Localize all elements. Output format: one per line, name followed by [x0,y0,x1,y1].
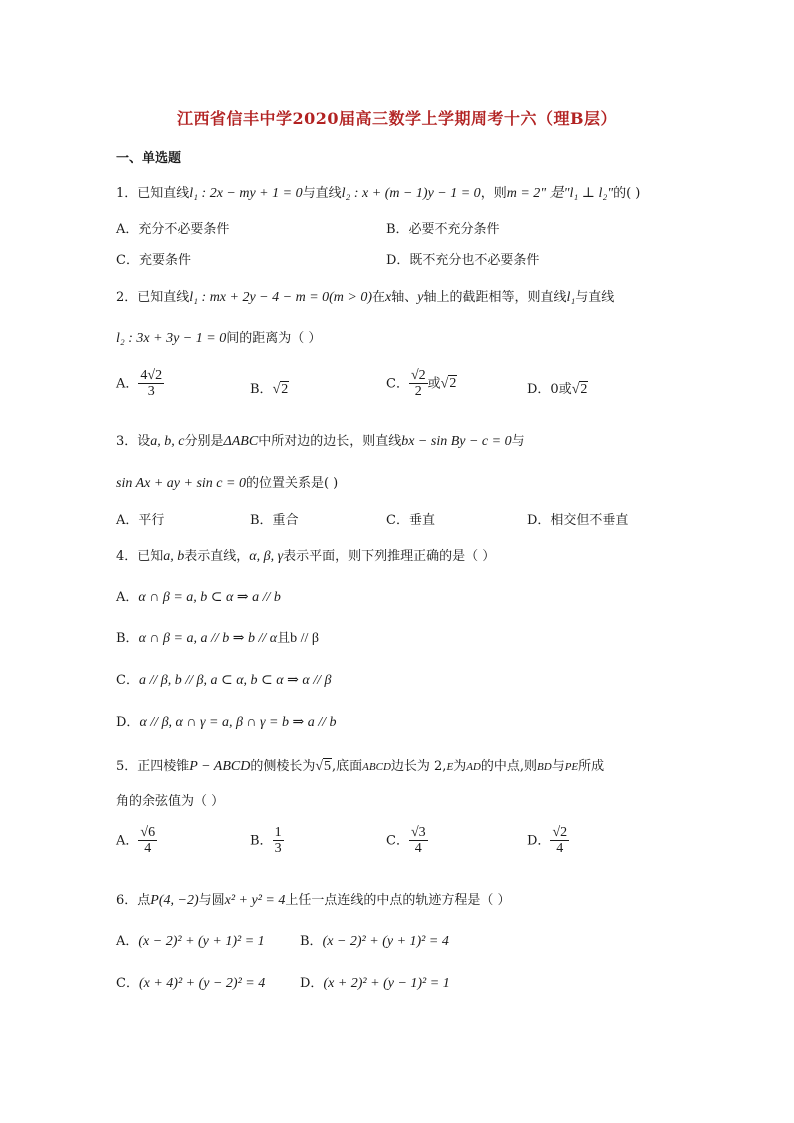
section-heading: 一、单选题 [116,151,182,166]
q4-a-expr: α ∩ β = a, b ⊂ α ⇒ a // b [138,590,281,605]
q6-prefix: 6．点 [116,893,151,908]
q6-d-label: D． [300,976,324,991]
q2-line2-eq: l₂ : 3x + 3y − 1 = 0 [116,331,227,346]
q1-line2-eq: l₂ : x + (m − 1)y − 1 = 0 [341,186,481,201]
q6-point: P(4, −2) [150,893,199,908]
q3-eq1: bx − sin By − c = 0 [401,434,512,449]
q4-c-expr: a // β, b // β, a ⊂ α, b ⊂ α ⇒ α // β [138,673,332,688]
q2-c-label: C． [386,376,409,392]
q4-c-label: C． [116,673,139,688]
q5-base: ABCD [362,761,391,773]
page-title: 江西省信丰中学2020届高三数学上学期周考十六（理B层） [176,109,618,128]
q1-end: 的( ) [613,186,641,201]
q6-a-label: A． [116,934,139,949]
q4-greek: α, β, γ [249,549,284,564]
q5-option-b [250,825,284,857]
q1-mid: 与直线 [302,186,342,201]
q5-prefix: 5．正四棱锥 [116,759,190,774]
q3-eq2: sin Ax + ay + sin c = 0 [116,476,246,491]
q1-option-b: B．必要不充分条件 [386,222,500,237]
q2-c-numerator: √2 [410,368,426,383]
q5-a-label: A． [116,833,139,849]
q3-prefix: 3．设 [116,434,151,449]
q4-b-label: B． [116,631,139,646]
question-3-stem-line1 [116,430,525,450]
q5-bd: BD [537,761,552,773]
question-2-stem-line2 [116,327,321,347]
q5-ad: AD [466,761,481,773]
q1-condition: m = 2" 是"l₁ ⊥ l₂" [506,186,614,201]
question-4-stem [116,545,495,565]
question-1-stem [116,182,640,202]
q6-option-b [300,930,449,950]
q2-option-c [386,368,457,400]
q2-b-label: B． [250,382,273,397]
q5-c-numerator: √3 [410,825,426,840]
q2-prefix: 2．已知直线 [116,290,190,305]
q1-line1-eq: l₁ : 2x − my + 1 = 0 [189,186,303,201]
q2-b-sqrt: √2 [272,382,289,397]
q2-l1-symbol: l₁ [566,290,576,305]
q5-b-denominator: 3 [274,841,282,857]
q2-c-or: 或 [427,376,441,392]
q6-c-label: C． [116,976,139,991]
question-6-stem [116,889,510,909]
q2-a-numerator: 4√2 [140,368,163,383]
q5-option-a [116,825,157,857]
q5-b-numerator: 1 [274,825,282,840]
q1-option-a: A．充分不必要条件 [116,222,230,237]
q4-option-c [116,669,331,689]
q5-radicand: 5 [324,759,332,774]
question-2-stem-line1 [116,286,614,306]
q2-line1-eq: l₁ : mx + 2y − 4 − m = 0(m > 0) [189,290,373,305]
q2-c-radicand: 2 [449,376,457,392]
q5-a-numerator: √6 [140,825,156,840]
q4-end: 表示平面，则下列推理正确的是（ ） [283,549,496,564]
q5-option-d [527,825,569,857]
q2-x: x [385,290,392,305]
q5-mid6: 与 [551,759,565,774]
q6-end: 上任一点连线的中点的轨迹方程是（ ） [285,893,511,908]
q5-d-denominator: 4 [556,841,564,857]
q6-c-expr: (x + 4)² + (y − 2)² = 4 [138,976,266,991]
q2-line1-end: 与直线 [575,290,615,305]
q2-c-sqrt: √2 [440,376,457,392]
q5-c-denominator: 4 [414,841,422,857]
q3-option-a: A．平行 [116,513,165,528]
q5-option-c [386,825,428,857]
q4-b-tail: 且 [277,631,291,646]
q2-axis2: 轴上的截距相等，则直线 [423,290,567,305]
q4-ab: a, b [163,549,185,564]
q4-b-expr: α ∩ β = a, a // b ⇒ b // α [138,631,278,646]
q5-b-fraction [273,825,284,857]
q6-option-d [300,972,450,992]
q6-d-expr: (x + 2)² + (y − 1)² = 1 [323,976,450,991]
question-5-stem-line2: 角的余弦值为（ ） [116,794,225,809]
q4-prefix: 4．已知 [116,549,164,564]
question-3-stem-line2 [116,472,338,492]
q4-d-expr: α // β, α ∩ γ = a, β ∩ γ = b ⇒ a // b [139,715,337,730]
q3-mid2: 中所对边的边长，则直线 [258,434,402,449]
q2-axis1: 轴、 [391,290,418,305]
q2-line2-end: 间的距离为（ ） [226,331,322,346]
q5-mid: 的侧棱长为 [250,759,316,774]
q4-option-d [116,711,337,731]
q1-option-c: C．充要条件 [116,253,191,268]
q2-a-fraction [138,368,164,400]
q1-prefix: 1．已知直线 [116,186,190,201]
q3-line2-end: 的位置关系是( ) [245,476,339,491]
q2-a-denominator: 3 [147,384,155,400]
q3-triangle: ΔABC [223,434,259,449]
q5-pe: PE [564,761,579,773]
q2-y: y [417,290,424,305]
q5-c-label: C． [386,833,409,849]
q5-mid4: 为 [453,759,467,774]
q5-d-fraction [550,825,569,857]
q5-b-label: B． [250,833,273,849]
q2-c-denominator: 2 [414,384,422,400]
q5-d-numerator: √2 [552,825,568,840]
q5-d-label: D． [527,833,551,849]
q5-pyramid: P − ABCD [189,759,251,774]
q4-d-label: D． [116,715,140,730]
q2-d-radicand: 2 [580,382,588,397]
q3-option-c: C．垂直 [386,513,435,528]
q2-c-fraction [409,368,428,400]
q2-option-d [527,378,588,398]
q6-b-label: B． [300,934,323,949]
q6-option-c [116,972,265,992]
q2-d-label: D．0或 [527,382,572,397]
q6-circle: x² + y² = 4 [224,893,286,908]
q5-point-e: E [446,761,454,773]
q6-a-expr: (x − 2)² + (y + 1)² = 1 [138,934,265,949]
q1-mid2: ，则 [480,186,507,201]
q2-a-label: A． [116,376,139,392]
q3-option-b: B．重合 [250,513,299,528]
q2-b-radicand: 2 [281,382,289,397]
q4-b-tail2: b // β [290,631,320,646]
q2-option-a [116,368,164,400]
q3-line1-end: 与 [511,434,525,449]
q6-option-a [116,930,265,950]
q3-abc: a, b, c [150,434,185,449]
q5-mid2: ,底面 [332,759,363,774]
q2-mid: 在 [372,290,386,305]
q4-option-b [116,627,319,647]
q1-option-d: D．既不充分也不必要条件 [386,253,540,268]
q6-b-expr: (x − 2)² + (y + 1)² = 4 [322,934,449,949]
q5-mid3: 边长为 2, [390,759,447,774]
q5-mid5: 的中点,则 [480,759,538,774]
q6-mid: 与圆 [198,893,225,908]
q3-mid: 分别是 [184,434,224,449]
q5-c-fraction [409,825,428,857]
q3-option-d: D．相交但不垂直 [527,513,629,528]
q2-d-sqrt: √2 [571,382,588,397]
q5-end: 所成 [578,759,605,774]
q2-option-b [250,378,289,398]
question-5-stem-line1 [116,755,604,775]
q5-sqrt: √5 [315,759,332,774]
q4-option-a [116,586,281,606]
q5-a-denominator: 4 [144,841,152,857]
q5-a-fraction [138,825,157,857]
q4-a-label: A． [116,590,139,605]
q4-mid: 表示直线， [184,549,250,564]
